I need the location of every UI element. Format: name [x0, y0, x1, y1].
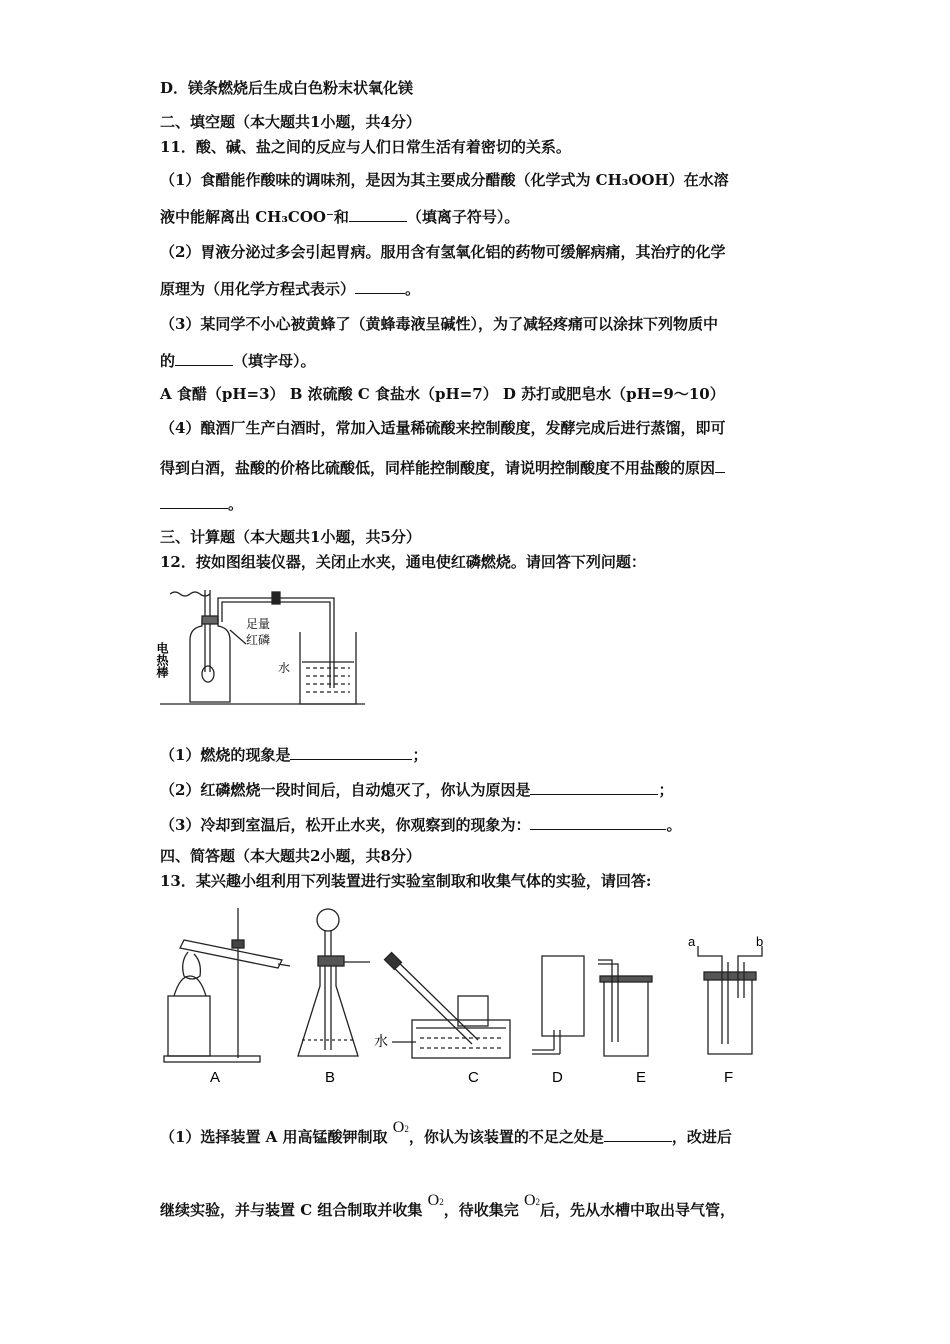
o2-letter: O: [392, 1119, 405, 1136]
text: 继续实验，并与装置 C 组合制取并收集: [160, 1201, 423, 1219]
o2-formula: [428, 1192, 444, 1209]
q11-2-line-a: （2）胃液分泌过多会引起胃病。服用含有氢氧化铝的药物可缓解病痛，其治疗的化学: [160, 243, 726, 261]
l1: D．镁条燃烧后生成白色粉末状氧化镁: [160, 79, 414, 97]
q11-1-line-b: [160, 206, 519, 227]
section-2-heading: 二、填空题（本大题共1小题，共4分）: [160, 113, 421, 131]
label-d: D: [552, 1069, 563, 1086]
apparatus-b: [298, 909, 370, 1056]
text: ；: [412, 746, 428, 764]
q11-2-line-b: [160, 278, 420, 299]
q11-4-line-c: [160, 493, 243, 514]
answer-blank[interactable]: [530, 814, 666, 830]
text: 后，先从水槽中取出导气管，: [540, 1201, 736, 1219]
text: ，你认为该装置的不足之处是: [408, 1128, 604, 1146]
label-f: F: [724, 1069, 734, 1086]
answer-blank[interactable]: [355, 278, 405, 294]
text: 原理为（用化学方程式表示）: [160, 280, 356, 298]
section-4-heading: 四、简答题（本大题共2小题，共8分）: [160, 847, 421, 865]
q11-stem: 11．酸、碱、盐之间的反应与人们日常生活有着密切的关系。: [160, 138, 571, 156]
tube: [218, 598, 334, 688]
clamp: [272, 592, 280, 604]
port-b-label: b: [756, 934, 764, 949]
apparatus-f: [698, 946, 762, 1054]
o2-formula: [393, 1119, 409, 1136]
q11-3-line-a: （3）某同学不小心被黄蜂了（黄蜂毒液呈碱性），为了减轻疼痛可以涂抹下列物质中: [160, 315, 718, 333]
answer-blank[interactable]: [604, 1126, 672, 1142]
answer-blank[interactable]: [715, 457, 725, 473]
q12-stem: 12．按如图组装仪器，关闭止水夹，通电使红磷燃烧。请回答下列问题：: [160, 553, 646, 571]
apparatus-e: [598, 960, 652, 1056]
text: 得到白酒，盐酸的价格比硫酸低，同样能控制酸度，请说明控制酸度不用盐酸的原因: [160, 459, 716, 477]
red-p-label-2: 红磷: [246, 633, 271, 647]
text: 。: [405, 280, 421, 298]
apparatus-c: [385, 953, 510, 1058]
q13-1-line-a: [160, 1119, 732, 1149]
label-a: A: [210, 1069, 221, 1086]
electric-rod-label: 电热棒: [155, 642, 169, 678]
text: ，改进后: [671, 1128, 732, 1146]
answer-blank[interactable]: [349, 206, 407, 222]
text: ，待收集完: [443, 1201, 519, 1219]
water-label: 水: [278, 661, 291, 675]
q11-4-line-a: （4）酿酒厂生产白酒时，常加入适量稀硫酸来控制酸度，发酵完成后进行蒸馏，即可: [160, 419, 726, 437]
label-c: C: [468, 1069, 479, 1086]
text: 。: [228, 495, 244, 513]
q11-1-line-a: （1）食醋能作酸味的调味剂，是因为其主要成分醋酸（化学式为 CH₃OOH）在水溶: [160, 171, 729, 189]
q13-apparatus-figure: [160, 900, 780, 1090]
q13-stem: 13．某兴趣小组利用下列装置进行实验室制取和收集气体的实验，请回答:: [160, 872, 652, 890]
q12-2: [160, 779, 673, 800]
text: （填字母）。: [233, 352, 316, 370]
o2-letter: O: [523, 1192, 536, 1209]
text: （3）冷却到室温后，松开止水夹，你观察到的现象为：: [160, 816, 531, 834]
text: （2）红磷燃烧一段时间后，自动熄灭了，你认为原因是: [160, 781, 531, 799]
label-e: E: [636, 1069, 647, 1086]
o2-subscript: 2: [404, 1124, 409, 1134]
q11-3-line-b: [160, 350, 316, 371]
apparatus-d: [532, 956, 584, 1054]
text: 液中能解离出 CH₃COO⁻和: [160, 208, 349, 226]
label-b: B: [325, 1069, 336, 1086]
tube: [222, 602, 330, 688]
answer-blank[interactable]: [160, 493, 228, 509]
o2-formula: [524, 1192, 540, 1209]
q13-1-line-b: [160, 1192, 736, 1222]
o2-subscript: 2: [535, 1197, 540, 1207]
text: ；: [658, 781, 674, 799]
q12-1: [160, 744, 427, 765]
wire: [170, 592, 210, 596]
water-label-c: 水: [374, 1033, 388, 1049]
q11-options: A 食醋（pH=3） B 浓硫酸 C 食盐水（pH=7） D 苏打或肥皂水（pH=9～10）: [160, 385, 725, 403]
q12-apparatus-figure: [155, 582, 370, 712]
o2-letter: O: [427, 1192, 440, 1209]
text: 的: [160, 352, 176, 370]
apparatus-a: [164, 908, 290, 1062]
red-p-label: 足量: [246, 617, 271, 631]
answer-blank[interactable]: [175, 350, 233, 366]
o2-subscript: 2: [439, 1197, 444, 1207]
section-3-heading: 三、计算题（本大题共1小题，共5分）: [160, 528, 421, 546]
answer-blank[interactable]: [530, 779, 658, 795]
text: （1）选择装置 A 用高锰酸钾制取: [160, 1128, 388, 1146]
answer-blank[interactable]: [290, 744, 412, 760]
stopper: [202, 616, 218, 624]
text: （填离子符号）。: [406, 208, 520, 226]
q11-4-line-b: [160, 457, 725, 478]
text: （1）燃烧的现象是: [160, 746, 291, 764]
q12-3: [160, 814, 681, 835]
text: 。: [666, 816, 682, 834]
port-a-label: a: [688, 934, 696, 949]
